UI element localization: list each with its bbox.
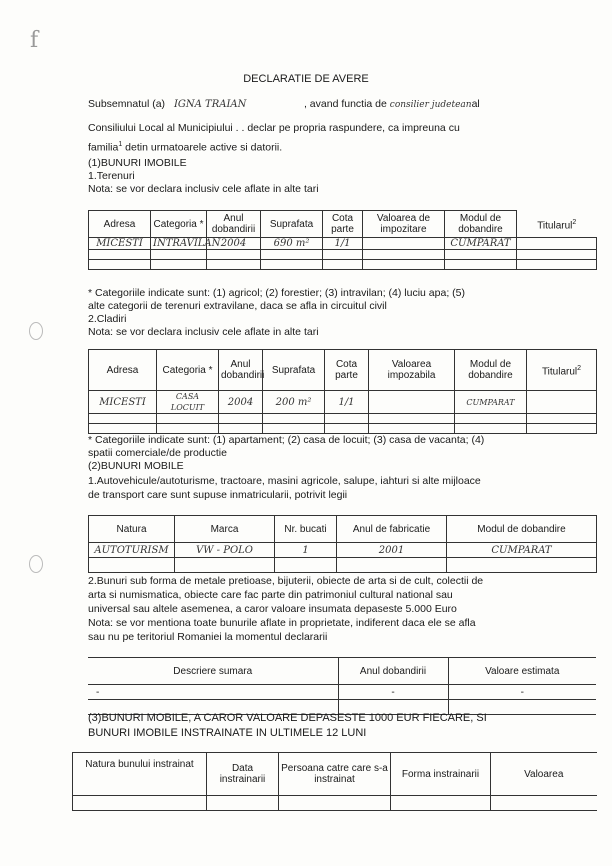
bld-categories-2: spatii comerciale/de productie: [88, 447, 227, 459]
vehicles-text-2: de transport care sunt supuse inmatricularii, potrivit legii: [88, 489, 348, 501]
land-subtitle: 1.Terenuri: [88, 170, 135, 182]
val-header-anul: Anul dobandirii: [338, 658, 448, 685]
buildings-table: [88, 349, 597, 434]
valuables-text-1: 2.Bunuri sub forma de metale pretioase, bijuterii, obiecte de arta si de cult, colectii de: [88, 575, 484, 587]
footnote-ref: 1: [118, 141, 123, 148]
intro-function-label: , avand functia de: [303, 98, 387, 110]
vehicles-table: [88, 515, 597, 573]
land-cell: [517, 238, 597, 250]
bld-cell: [527, 391, 597, 414]
alien-header-valoarea: Valoarea: [491, 753, 597, 796]
alien-header-data: Data instrainarii: [207, 753, 279, 796]
veh-cell: VW - POLO: [175, 543, 275, 558]
valuables-text-4: Nota: se vor mentiona toate bunurile aflate in proprietate, indiferent daca ele se afla: [88, 617, 476, 629]
section-3-title-1: (3)BUNURI MOBILE, A CAROR VALOARE DEPASESTE 1000 EUR FIECARE, SI: [88, 712, 487, 724]
declarant-name: IGNA TRAIAN: [173, 99, 247, 110]
bld-categories-1: * Categoriile indicate sunt: (1) apartament; (2) casa de locuit; (3) casa de vacanta; (4): [88, 434, 485, 446]
intro-label: Subsemnatul (a): [88, 98, 166, 110]
table-row: [89, 250, 597, 260]
bld-header-categoria: Categoria *: [157, 350, 219, 391]
table-row: [88, 685, 596, 700]
veh-header-anul: Anul de fabricatie: [337, 516, 447, 543]
bld-cell: 1/1: [325, 391, 369, 414]
table-row: [89, 414, 597, 424]
margin-mark: f: [30, 28, 39, 53]
land-note: Nota: se vor declara inclusiv cele aflate in alte tari: [88, 183, 319, 195]
bld-cell: 2004: [219, 391, 263, 414]
intro-line-2: Consiliului Local al Municipiului . . declar pe propria raspundere, ca impreuna cu: [88, 122, 460, 134]
alien-header-persoana: Persoana catre care s-a instrainat: [279, 753, 391, 796]
valuables-text-5: sau nu pe teritoriul Romaniei la momentul declararii: [88, 631, 328, 643]
table-row: [89, 238, 597, 250]
vehicles-text-1: 1.Autovehicule/autoturisme, tractoare, masini agricole, salupe, iahturi si alte mijloace: [88, 475, 481, 487]
bld-header-modul: Modul de dobandire: [455, 350, 527, 391]
intro-familia: familia: [88, 141, 119, 154]
buildings-subtitle: 2.Cladiri: [88, 313, 127, 325]
land-categories-2: alte categorii de terenuri extravilane, daca se afla in circuitul civil: [88, 300, 387, 312]
bld-cell: 200 m²: [263, 391, 325, 414]
bld-header-cota: Cota parte: [325, 350, 369, 391]
land-cell: CUMPARAT: [445, 238, 517, 250]
alien-header-natura: Natura bunului instrainat: [73, 753, 207, 796]
veh-header-marca: Marca: [175, 516, 275, 543]
table-row: [73, 796, 597, 811]
land-table: [88, 210, 597, 270]
land-cell: 1/1: [323, 238, 363, 250]
land-header-categoria: Categoria *: [151, 211, 207, 238]
bld-cell: CASA LOCUIT: [157, 391, 219, 414]
land-header-modul: Modul de dobandire: [445, 211, 517, 238]
land-header-titularul: Titularul$^2$: [517, 211, 597, 238]
buildings-note: Nota: se vor declara inclusiv cele aflate in alte tari: [88, 326, 319, 338]
land-categories-1: * Categoriile indicate sunt: (1) agricol; (2) forestier; (3) intravilan; (4) luciu apa; (5): [88, 287, 465, 299]
declarant-function: consilier judetean: [389, 100, 472, 110]
bld-cell: MICESTI: [89, 391, 157, 414]
alienated-table: [72, 752, 597, 811]
val-cell: -: [338, 685, 448, 700]
bld-cell: [369, 391, 455, 414]
section-3-title-2: BUNURI IMOBILE INSTRAINATE IN ULTIMELE 12 LUNI: [88, 727, 367, 739]
punch-hole: [29, 322, 43, 340]
bld-header-valoarea: Valoarea impozabila: [369, 350, 455, 391]
land-header-anul: Anul dobandirii: [207, 211, 261, 238]
table-row: [89, 260, 597, 270]
veh-cell: 1: [275, 543, 337, 558]
land-cell: MICESTI: [89, 238, 151, 250]
valuables-text-3: universal sau altele asemenea, a caror valoare insumata depaseste 5.000 Euro: [88, 603, 457, 615]
veh-cell: CUMPARAT: [447, 543, 597, 558]
valuables-text-2: arta si numismatica, obiecte care fac parte din patrimoniul cultural national sau: [88, 589, 453, 601]
table-row: [89, 391, 597, 414]
veh-cell: AUTOTURISM: [89, 543, 175, 558]
val-cell: -: [448, 685, 596, 700]
land-cell: [363, 238, 445, 250]
table-row: [89, 424, 597, 434]
page-title: DECLARATIE DE AVERE: [243, 73, 369, 85]
bld-header-adresa: Adresa: [89, 350, 157, 391]
veh-header-natura: Natura: [89, 516, 175, 543]
intro-al: al: [471, 98, 480, 110]
veh-header-modul: Modul de dobandire: [447, 516, 597, 543]
land-cell: INTRAVILAN: [151, 238, 207, 250]
table-row: [89, 558, 597, 573]
alien-header-forma: Forma instrainarii: [391, 753, 491, 796]
val-cell: -: [88, 685, 338, 700]
intro-line-3: [88, 141, 282, 154]
land-header-cota: Cota parte: [323, 211, 363, 238]
section-1-title: (1)BUNURI IMOBILE: [88, 157, 187, 169]
bld-header-suprafata: Suprafata: [263, 350, 325, 391]
land-header-adresa: Adresa: [89, 211, 151, 238]
intro-assets: detin urmatoarele active si datorii.: [122, 141, 283, 154]
section-2-title: (2)BUNURI MOBILE: [88, 460, 184, 472]
land-header-valoarea: Valoarea de impozitare: [363, 211, 445, 238]
val-header-valoare: Valoare estimata: [448, 658, 596, 685]
val-header-descriere: Descriere sumara: [88, 658, 338, 685]
bld-cell: CUMPARAT: [455, 391, 527, 414]
punch-hole: [29, 555, 43, 573]
veh-header-nr: Nr. bucati: [275, 516, 337, 543]
table-row: [89, 543, 597, 558]
land-cell: 2004: [207, 238, 261, 250]
bld-header-anul: Anul dobandirii: [219, 350, 263, 391]
bld-header-titularul: Titularul$^2$: [527, 350, 597, 391]
land-header-suprafata: Suprafata: [261, 211, 323, 238]
veh-cell: 2001: [337, 543, 447, 558]
intro-line-1: [88, 98, 480, 110]
valuables-table: [88, 657, 596, 715]
land-cell: 690 m²: [261, 238, 323, 250]
